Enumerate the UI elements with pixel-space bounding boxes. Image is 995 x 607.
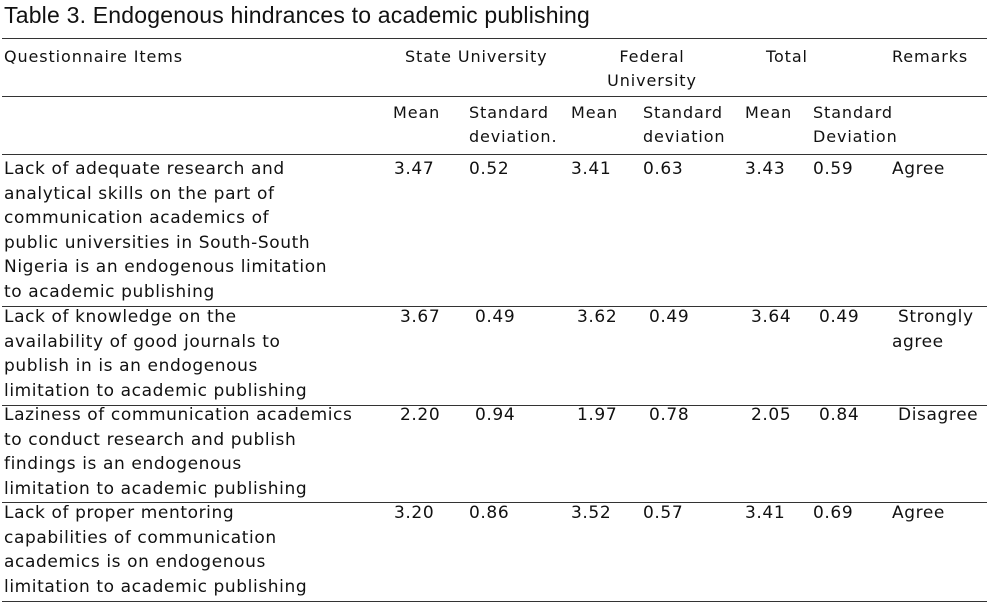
row-1-total-sd: 0.59 bbox=[813, 159, 854, 179]
row-2-remarks: Strongly agree bbox=[892, 307, 974, 352]
row-4-federal-sd: 0.57 bbox=[643, 503, 684, 523]
row-2-state-sd: 0.49 bbox=[475, 307, 516, 327]
row-4-state-mean: 3.20 bbox=[394, 503, 435, 523]
row-2-federal-mean: 3.62 bbox=[577, 307, 618, 327]
row-2-item: Lack of knowledge on the availability of good journals to publish in is an endogenous limitation to academic publishing bbox=[4, 307, 308, 401]
row-1-total-mean: 3.43 bbox=[745, 159, 786, 179]
header-state-sd: Standard deviation. bbox=[469, 103, 558, 146]
header-federal-sd: Standard deviation bbox=[643, 103, 726, 146]
rule-bottom bbox=[2, 601, 987, 602]
row-1-item: Lack of adequate research and analytical skills on the part of communication academics of public universities in South-South Nigeria is an endogenous limitation to academic publishing bbox=[4, 159, 328, 302]
row-2-state-mean: 3.67 bbox=[400, 307, 441, 327]
header-federal-mean: Mean bbox=[571, 103, 619, 122]
row-3-remarks: Disagree bbox=[898, 405, 979, 425]
table-title: Table 3. Endogenous hindrances to academic publishing bbox=[4, 2, 590, 28]
row-3-state-mean: 2.20 bbox=[400, 405, 441, 425]
rule-top bbox=[2, 38, 987, 39]
rule-header-bottom bbox=[2, 154, 987, 155]
row-3-federal-sd: 0.78 bbox=[649, 405, 690, 425]
row-2-total-sd: 0.49 bbox=[819, 307, 860, 327]
row-4-item: Lack of proper mentoring capabilities of communication academics is on endogenous limitation to academic publishing bbox=[4, 503, 308, 597]
header-federal-university: Federal University bbox=[607, 47, 697, 90]
header-remarks: Remarks bbox=[892, 47, 969, 66]
row-4-remarks: Agree bbox=[892, 503, 945, 523]
row-3-state-sd: 0.94 bbox=[475, 405, 516, 425]
row-3-federal-mean: 1.97 bbox=[577, 405, 618, 425]
row-1-state-mean: 3.47 bbox=[394, 159, 435, 179]
row-1-federal-sd: 0.63 bbox=[643, 159, 684, 179]
row-4-state-sd: 0.86 bbox=[469, 503, 510, 523]
row-2-total-mean: 3.64 bbox=[751, 307, 792, 327]
rule-header-mid bbox=[2, 96, 987, 97]
row-1-remarks: Agree bbox=[892, 159, 945, 179]
header-questionnaire-items: Questionnaire Items bbox=[4, 47, 183, 66]
header-total-sd: Standard Deviation bbox=[813, 103, 898, 146]
header-state-mean: Mean bbox=[393, 103, 441, 122]
row-3-total-mean: 2.05 bbox=[751, 405, 792, 425]
header-total-mean: Mean bbox=[745, 103, 793, 122]
row-1-state-sd: 0.52 bbox=[469, 159, 510, 179]
row-2-federal-sd: 0.49 bbox=[649, 307, 690, 327]
row-3-total-sd: 0.84 bbox=[819, 405, 860, 425]
row-4-total-sd: 0.69 bbox=[813, 503, 854, 523]
row-4-federal-mean: 3.52 bbox=[571, 503, 612, 523]
row-3-item: Laziness of communication academics to conduct research and publish findings is an endogenous limitation to academic publishing bbox=[4, 405, 353, 499]
row-4-total-mean: 3.41 bbox=[745, 503, 786, 523]
row-1-federal-mean: 3.41 bbox=[571, 159, 612, 179]
header-total: Total bbox=[766, 47, 808, 66]
header-state-university: State University bbox=[405, 47, 548, 66]
